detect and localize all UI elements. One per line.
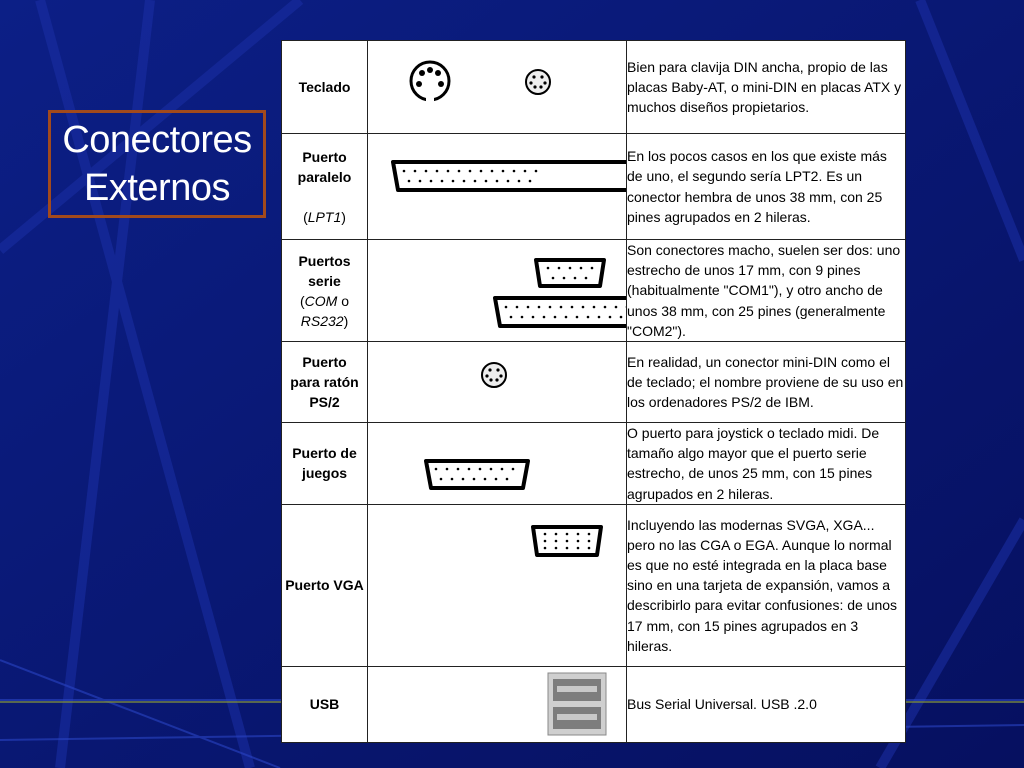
connector-pin	[491, 170, 494, 173]
connector-pin	[414, 170, 417, 173]
connector-pin	[473, 478, 476, 481]
connector-pin	[577, 533, 580, 536]
connector-pin	[506, 478, 509, 481]
row-name-cell	[282, 134, 368, 240]
row-description: En los pocos casos en los que existe más de uno, el segundo sería LPT2. Es un conector hembra de unos 38 mm, con 25 pines agrupados en 2 hileras.	[627, 134, 906, 240]
connector-pin	[501, 468, 504, 471]
row-name-cell	[282, 504, 368, 666]
connector-pin	[591, 267, 594, 270]
slide-title	[48, 110, 266, 218]
table-row	[282, 423, 906, 505]
connector-pin	[435, 468, 438, 471]
connector-pin	[505, 306, 508, 309]
connector-pin	[544, 540, 547, 543]
connector-pin	[419, 180, 422, 183]
connector-pin	[565, 316, 568, 319]
connector-pin	[585, 277, 588, 280]
table-row	[282, 240, 906, 342]
row-name: Teclado	[298, 79, 351, 95]
connector-pin	[566, 533, 569, 536]
table-row	[282, 342, 906, 423]
paren-close: )	[341, 208, 346, 225]
connector-pin	[555, 547, 558, 550]
connector-pin	[440, 478, 443, 481]
row-description: Incluyendo las modernas SVGA, XGA... pero no las CGA o EGA. Aunque lo normal es que no esté integrada en la placa base sino en una tarjeta de expansión, vamos a describirlo para evitar confusiones: de unos 17 mm, con 15 pines agrupados en 3 hileras.	[627, 504, 906, 666]
connector-pin	[577, 547, 580, 550]
usb-double-port-icon	[368, 666, 627, 742]
row-name: Puertos serie	[298, 252, 351, 289]
connector-pin	[593, 306, 596, 309]
connector-pin	[580, 267, 583, 270]
connector-pin	[496, 180, 499, 183]
connector-pin	[451, 478, 454, 481]
paren-open: (	[299, 292, 305, 309]
row-description: Bien para clavija DIN ancha, propio de las placas Baby-AT, o mini-DIN en placas ATX y muchos diseños propietarios.	[627, 41, 906, 134]
row-description: Son conectores macho, suelen ser dos: uno estrecho de unos 17 mm, con 9 pines (habitualmente "COM1"), y otro ancho de unos 38 mm, con 25 pines (generalmente "COM2").	[627, 240, 906, 342]
vga-de15-connector-icon	[368, 504, 627, 666]
table-row	[282, 134, 906, 240]
connector-pin	[527, 306, 530, 309]
connector-pin	[552, 277, 555, 280]
connector-pin	[441, 180, 444, 183]
connector-pin	[574, 277, 577, 280]
connector-pin	[569, 267, 572, 270]
din-keyboard-connectors-icon	[368, 41, 627, 134]
com-label: COM	[304, 292, 338, 309]
connector-pin	[468, 468, 471, 471]
connector-pin	[558, 267, 561, 270]
row-subname	[282, 207, 367, 227]
connector-pin	[463, 180, 466, 183]
row-name: Puerto paralelo	[297, 148, 352, 185]
paren-close: )	[343, 312, 349, 329]
row-name-cell	[282, 423, 368, 505]
connectors-table	[281, 40, 906, 743]
or-label: o	[337, 292, 350, 309]
connector-pin	[446, 468, 449, 471]
slide-title-line1: Conectores	[62, 119, 252, 161]
connector-pin	[588, 533, 591, 536]
connector-pin	[484, 478, 487, 481]
db15-game-port-connector-icon	[368, 423, 627, 505]
connector-pin	[560, 306, 563, 309]
connector-pin	[474, 180, 477, 183]
connector-pin	[555, 540, 558, 543]
connector-pin	[408, 180, 411, 183]
row-name: USB	[309, 696, 340, 713]
connector-pin	[588, 547, 591, 550]
connector-pin	[544, 533, 547, 536]
row-name-line3: PS/2	[309, 394, 340, 411]
row-description: Bus Serial Universal. USB .2.0	[627, 666, 906, 742]
connector-pin	[576, 316, 579, 319]
connector-pin	[462, 478, 465, 481]
connector-pin	[518, 180, 521, 183]
connector-pin	[554, 316, 557, 319]
connector-pin	[609, 316, 612, 319]
connector-pin	[544, 547, 547, 550]
row-description: O puerto para joystick o teclado midi. De tamaño algo mayor que el puerto serie estrecho, de unos 25 mm, con 15 pines agrupados en 2 hileras.	[627, 423, 906, 505]
row-subname	[282, 291, 367, 311]
connector-pin	[571, 306, 574, 309]
table-row	[282, 504, 906, 666]
row-name-cell	[282, 41, 368, 134]
connector-pin	[604, 306, 607, 309]
table-row	[282, 41, 906, 134]
connector-pin	[543, 316, 546, 319]
connector-pin	[577, 540, 580, 543]
connector-pin	[479, 468, 482, 471]
connector-pin	[582, 306, 585, 309]
row-name-line2: para ratón	[290, 374, 359, 391]
connector-pin	[524, 170, 527, 173]
row-description: En realidad, un conector mini-DIN como el de teclado; el nombre proviene de su uso en los ordenadores PS/2 de IBM.	[627, 342, 906, 423]
connector-pin	[529, 180, 532, 183]
slide-title-line2: Externos	[84, 167, 230, 209]
serial-db9-db25-connectors-icon	[368, 240, 627, 342]
connector-pin	[538, 306, 541, 309]
connector-pin	[615, 306, 618, 309]
row-name-cell	[282, 240, 368, 342]
connector-pin	[403, 170, 406, 173]
ps2-mini-din-connector-icon	[368, 342, 627, 423]
connector-pin	[516, 306, 519, 309]
connector-pin	[458, 170, 461, 173]
connector-pin	[425, 170, 428, 173]
connector-pin	[452, 180, 455, 183]
connector-pin	[598, 316, 601, 319]
row-name-cell	[282, 342, 368, 423]
connector-pin	[507, 180, 510, 183]
table-row	[282, 666, 906, 742]
connector-pin	[447, 170, 450, 173]
connector-pin	[495, 478, 498, 481]
connector-pin	[532, 316, 535, 319]
row-name-line1: Puerto	[302, 354, 347, 371]
rs232-label: RS232	[300, 312, 344, 329]
connector-pin	[587, 316, 590, 319]
lpt1-label: LPT1	[307, 208, 342, 225]
row-name: Puerto VGA	[285, 577, 364, 594]
connector-pin	[620, 316, 623, 319]
connector-pin	[549, 306, 552, 309]
connector-pin	[513, 170, 516, 173]
connector-pin	[566, 547, 569, 550]
connector-pin	[436, 170, 439, 173]
row-subname-2	[282, 311, 367, 331]
connector-pin	[521, 316, 524, 319]
db25-female-connector-icon	[368, 134, 627, 240]
connector-pin	[535, 170, 538, 173]
connector-pin	[457, 468, 460, 471]
connector-pin	[485, 180, 488, 183]
connector-pin	[547, 267, 550, 270]
connector-pin	[512, 468, 515, 471]
connector-pin	[469, 170, 472, 173]
connector-pin	[502, 170, 505, 173]
row-name-cell	[282, 666, 368, 742]
connector-pin	[563, 277, 566, 280]
paren-open: (	[303, 208, 308, 225]
row-name: Puerto de juegos	[292, 445, 357, 482]
connector-pin	[510, 316, 513, 319]
connector-pin	[430, 180, 433, 183]
connector-pin	[588, 540, 591, 543]
connector-pin	[555, 533, 558, 536]
connector-pin	[480, 170, 483, 173]
connector-pin	[566, 540, 569, 543]
connector-pin	[490, 468, 493, 471]
